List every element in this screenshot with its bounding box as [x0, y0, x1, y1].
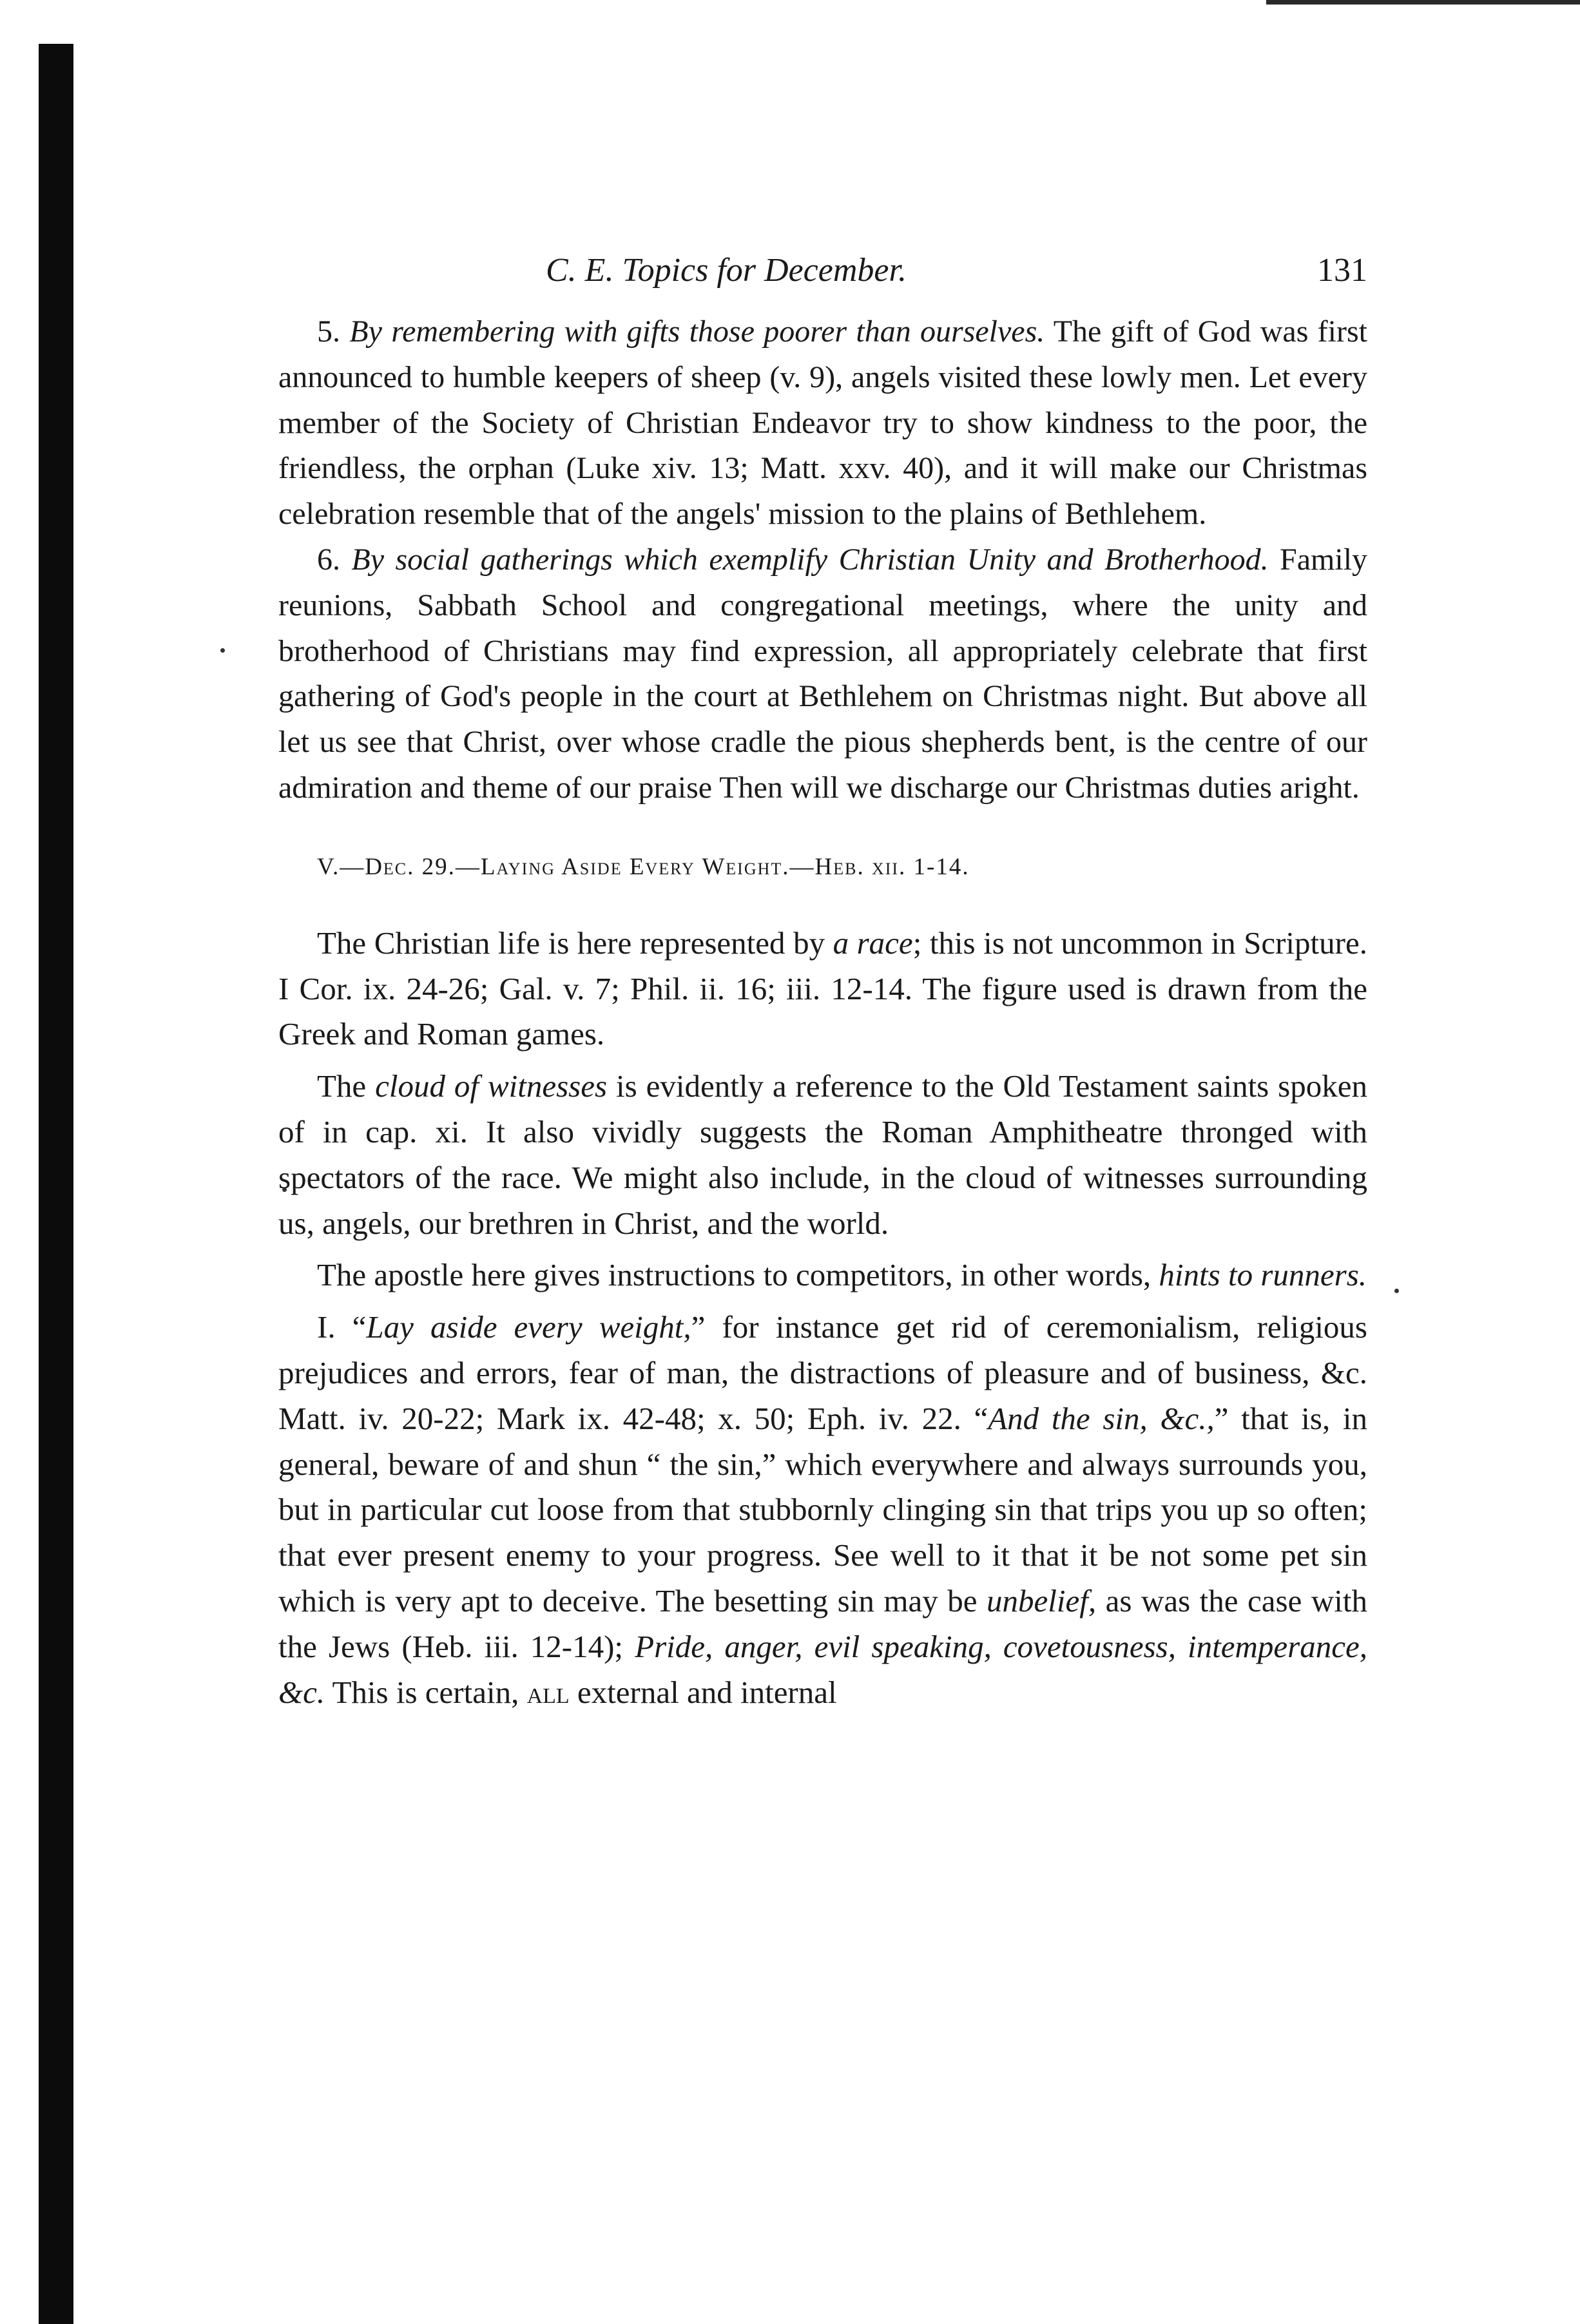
paragraph-lead: By social gatherings which exemplify Christian Unity and Brotherhood.: [351, 542, 1269, 577]
page-number: 131: [1317, 252, 1367, 289]
running-header: [278, 251, 1367, 309]
paragraph-instructions: The apostle here gives instructions to competitors, in other words, hints to runners.: [317, 1257, 1367, 1293]
section-heading: V.—Dec. 29.—Laying Aside Every Weight.—Heb. xii. 1-14.: [317, 853, 970, 880]
page-content: [278, 251, 1367, 1715]
paragraph-6: [278, 537, 1367, 811]
top-edge-rule: [1266, 0, 1580, 5]
binding-shadow: [39, 44, 73, 2324]
paragraph-number: 5.: [317, 314, 340, 349]
paragraph-lay-aside: I. “Lay aside every weight,” for instance get rid of ceremonialism, religious prejudices and errors, fear of man, the distractions of pleasure and of business, &c. Matt. iv. 20-22; Mark ix. 42-48; x. 50; Eph. iv. 22. “And the sin, &c.,” that is, in general, beware of and shun “ the sin,” which everywhere and always surrounds you, but in particular cut loose from that stubbornly clinging sin that trips you up so often; that ever present enemy to your progress. See well to it that it be not some pet sin which is very apt to deceive. The besetting sin may be unbelief, as was the case with the Jews (Heb. iii. 12-14); Pride, anger, evil speaking, covetousness, intemperance, &c. This is certain, all external and internal: [278, 1309, 1368, 1710]
paragraph-text: The gift of God was first announced to humble keepers of sheep (v. 9), angels visited these lowly men. Let every member of the Society of Christian Endeavor try to show kindness to the poor, the friendless, the orphan (Luke xiv. 13; Matt. xxv. 40), and it will make our Christmas celebration resemble that of the angels' mission to the plains of Bethlehem.: [278, 314, 1368, 532]
paragraph-lead: By remembering with gifts those poorer than ourselves.: [349, 314, 1045, 349]
paper-speck: [220, 648, 225, 653]
paragraph-number: 6.: [317, 542, 340, 577]
paragraph-witnesses: The cloud of witnesses is evidently a reference to the Old Testament saints spoken of in cap. xi. It also vividly suggests the Roman Amphitheatre thronged with spectators of the race. We might also include, in the cloud of witnesses surrounding us, angels, our brethren in Christ, and the world.: [278, 1068, 1367, 1241]
paragraph-race: The Christian life is here represented by a race; this is not uncommon in Scripture. I Cor. ix. 24-26; Gal. v. 7; Phil. ii. 16; iii. 12-14. The figure used is drawn from the Greek and Roman games.: [278, 925, 1367, 1052]
paper-speck: [1394, 1289, 1399, 1293]
paragraph-5: [278, 309, 1367, 537]
running-title: C. E. Topics for December.: [546, 252, 907, 289]
paragraph-text: Family reunions, Sabbath School and congregational meetings, where the unity and brotherhood of Christians may find expression, all appropriately celebrate that first gathering of God's people in the court at Bethlehem on Christmas night. But above all let us see that Christ, over whose cradle the pious shepherds bent, is the centre of our admiration and theme of our praise Then will we discharge our Christmas duties aright.: [278, 542, 1368, 805]
section-body: [278, 921, 1367, 1716]
